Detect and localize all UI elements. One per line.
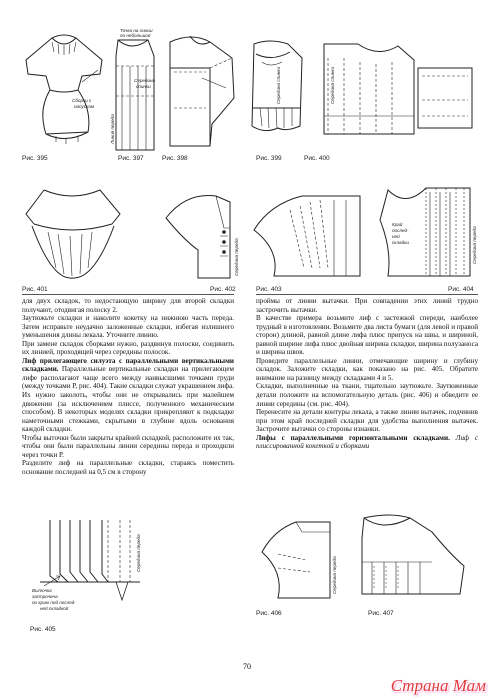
left-text-column — [22, 297, 234, 476]
left-paragraph-4: Параллельные вертикальные складки на прилегающем лифе располагают чаще всего между наивысшими точками груди (между точками Р, рис. 404). Такие складки служат украшением лифа. Их нужно заколоть, чтобы они не открывались при малейшем движении (за исключением плиссе, полученного механическим способом). В некоторых моделях складки прикрепляют к подкладке наметочными стежками, скрытыми в глубине вдоль основания каждой складки. — [22, 365, 234, 434]
fig406-side: Середина переда — [332, 556, 337, 594]
left-paragraph-6: Разделите лиф на параллельные складки, стараясь поместить основание последней на 0,5 см в сторону — [22, 459, 234, 476]
divider-right — [256, 294, 478, 295]
left-paragraph-1: для двух складок, то недостающую ширину для второй складки получают, отодвигая полоску 2. — [22, 297, 234, 314]
figure-400-bodice — [318, 38, 478, 146]
left-heading: Лиф прилегающего силуэта с параллельными вертикальными складками. — [22, 356, 234, 374]
fig405-a: Выточка — [32, 588, 52, 593]
caption-407: Рис. 407 — [368, 610, 394, 617]
fig395-label-b: напуском — [74, 104, 95, 109]
figure-404-pleats — [374, 180, 480, 284]
caption-405: Рис. 405 — [30, 626, 56, 633]
fig405-d: ней складкой — [40, 606, 69, 611]
fig395-label-a: Сборки с — [72, 98, 92, 103]
right-text-column — [256, 297, 478, 451]
left-paragraph-5: Чтобы выточки были закрыты крайней складкой, расположите их так, чтобы они были параллельны линии середины переда и проходили через точки Р. — [22, 433, 234, 459]
caption-404: Рис. 404 — [448, 286, 474, 293]
fig404-a: Край — [392, 222, 403, 227]
figure-402-pattern — [160, 188, 242, 284]
fig405-c: по краю под послед- — [32, 600, 76, 605]
fig397-top-b: по небольшой — [120, 33, 151, 38]
right-paragraph-3: Проведите параллельные линии, отмечающие ширину и глубину складок. Заложите складки, как показано на рис. 405. Обратите внимание на разницу между складками 4 и 5. — [256, 356, 478, 382]
right-subheading: Лиф с плиссированной кокеткой и сборками — [256, 433, 478, 451]
fig405-b: застрочена — [32, 594, 58, 599]
figure-398-pattern — [162, 28, 238, 152]
fig397-mid-b: спинки — [136, 84, 151, 89]
caption-406: Рис. 406 — [256, 610, 282, 617]
fig404-c: ней — [392, 234, 400, 239]
fig405-side: Середина переда — [136, 534, 141, 572]
fig397-mid-a: Середина — [134, 78, 156, 83]
fig399-mid: Середина спинки — [276, 66, 281, 104]
caption-398: Рис. 398 — [162, 155, 188, 162]
right-paragraph-4: Складки, выполненные на ткани, тщательно заутюжьте. Заутюженные детали положите на вспомогательную деталь (рис. 406) и обведите ее линии середины (см. рис. 404). — [256, 382, 478, 408]
fig404-side: Середина переда — [472, 226, 477, 264]
figure-407-bodice — [350, 508, 476, 606]
right-paragraph-5: Перенесите на детали контуры лекала, а также линии вытачек, подчинив при этом край последней складки для удобства выполнения вытачек. Застрочите вытачки со стороны изнанки. — [256, 408, 478, 434]
fig402-side: Середина переда — [234, 238, 239, 276]
caption-397: Рис. 397 — [118, 155, 144, 162]
fig397-top-a: Точка на линии — [120, 28, 153, 33]
fig404-b: послед- — [392, 228, 409, 233]
figure-401-collar — [22, 184, 122, 284]
right-heading-paragraph — [256, 434, 478, 451]
figure-397-pattern — [108, 26, 160, 154]
right-heading: Лифы с параллельными горизонтальными складками. — [256, 433, 450, 442]
right-paragraph-2: В качестве примера возьмите лиф с застежкой спереди, наиболее трудный в изготовлении. Возьмите два листа бумаги (для левой и правой сторон) длиной, равной длине лифа плюс припуск на швы, и шириной, равной ширине лифа плюс двойная ширина складки, ширина полузаноса и ширина швов. — [256, 314, 478, 357]
caption-400: Рис. 400 — [304, 155, 330, 162]
figure-405-pleats — [30, 516, 164, 620]
watermark-logo: Страна Мам — [390, 676, 486, 695]
divider-left — [22, 294, 234, 295]
page-number: 70 — [243, 662, 251, 671]
caption-395: Рис. 395 — [22, 155, 48, 162]
right-paragraph-1: проймы от линии вытачки. При совпадении этих линий трудно застрочить вытачки. — [256, 297, 478, 314]
caption-401: Рис. 401 — [22, 286, 48, 293]
left-paragraph-2: Заутюжьте складки и наколите кокетку на нижнюю часть переда. Затем исправьте неудачно заложенные складки, избегая излишнего уменьшения длины лекала. Уточните линию. — [22, 314, 234, 340]
figure-399-back-bodice — [246, 38, 308, 146]
fig399-side: Середина спинки — [330, 66, 335, 104]
caption-403: Рис. 403 — [256, 286, 282, 293]
left-paragraph-3: При замене складок сборками нужно, раздвинув полоски, соединить их линией, проходящей через середины полосок. — [22, 339, 234, 357]
fig397-center: Линия переда — [110, 114, 115, 144]
fig404-d: складки — [392, 240, 409, 245]
caption-402: Рис. 402 — [210, 286, 236, 293]
figure-403-pattern — [250, 190, 368, 284]
left-heading-paragraph — [22, 357, 234, 434]
figure-395-blouse — [22, 30, 106, 152]
caption-399: Рис. 399 — [256, 155, 282, 162]
figure-406-pattern — [256, 508, 344, 606]
